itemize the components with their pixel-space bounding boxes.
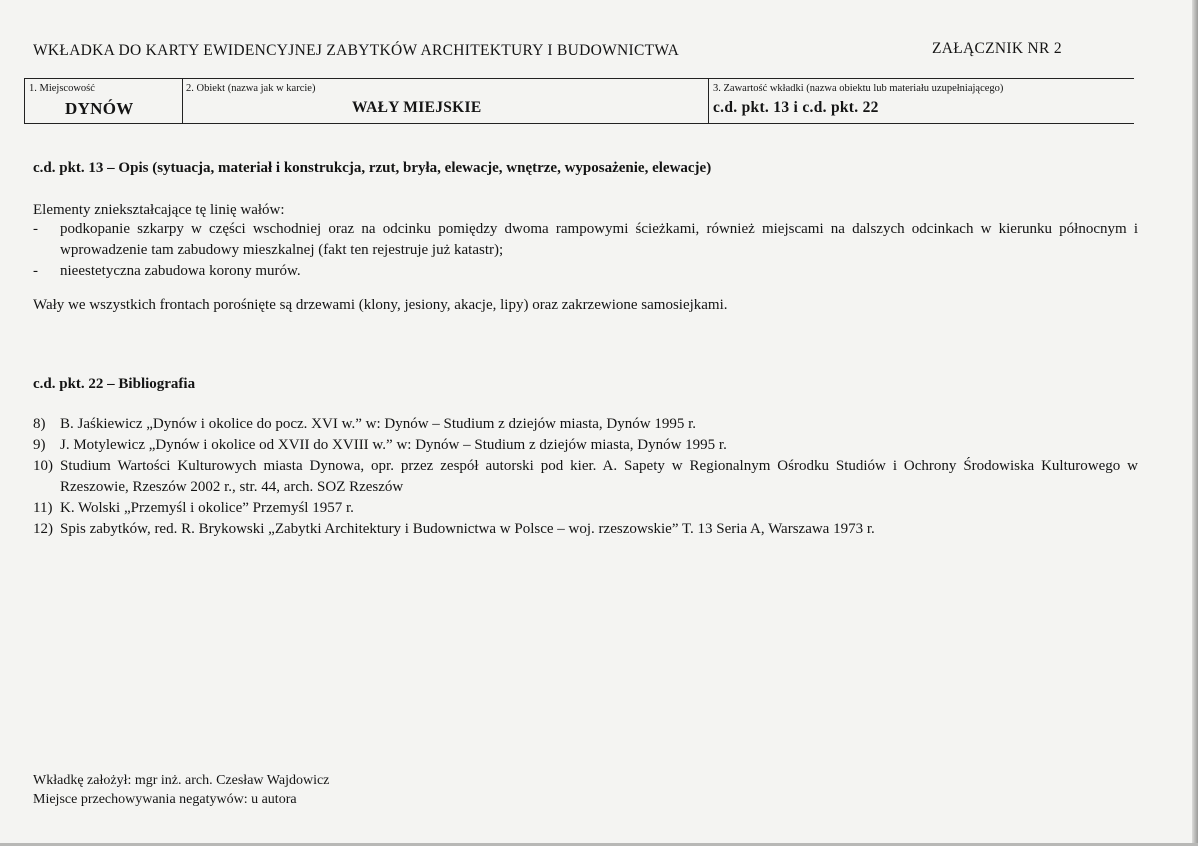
section-22-heading: c.d. pkt. 22 – Bibliografia <box>33 376 196 392</box>
place-label: 1. Miejscowość <box>29 83 95 94</box>
identification-table <box>24 78 1134 124</box>
bibliography-item <box>33 456 1138 498</box>
section-13-heading: c.d. pkt. 13 – Opis (sytuacja, materiał i konstrukcja, rzut, bryła, elewacje, wnętrze, wyposażenie, elewacje) <box>33 160 712 176</box>
list-item <box>33 219 1138 261</box>
item-number: 8) <box>33 416 46 432</box>
list-item-text: nieestetyczna zabudowa korony murów. <box>60 263 301 279</box>
scan-edge-right <box>1192 0 1198 846</box>
contents-cell <box>709 79 1134 123</box>
place-cell <box>24 79 183 123</box>
bullet-dash: - <box>33 263 38 279</box>
list-item <box>33 261 1138 282</box>
object-value: WAŁY MIEJSKIE <box>352 99 482 116</box>
bibliography-item <box>33 435 1138 456</box>
contents-label: 3. Zawartość wkładki (nazwa obiektu lub materiału uzupełniającego) <box>713 83 1004 94</box>
document-title: WKŁADKA DO KARTY EWIDENCYJNEJ ZABYTKÓW ARCHITEKTURY I BUDOWNICTWA <box>33 42 680 59</box>
section-13-closing: Wały we wszystkich frontach porośnięte są drzewami (klony, jesiony, akacje, lipy) oraz zakrzewione samosiejkami. <box>33 297 728 313</box>
distorting-elements-list <box>33 219 1138 282</box>
object-cell <box>182 79 709 123</box>
item-text: Studium Wartości Kulturowych miasta Dynowa, opr. przez zespół autorski pod kier. A. Sapety w Regionalnym Ośrodku Studiów i Ochrony Środowiska Kulturowego w Rzeszowie, Rzeszów 2002 r., str. 44, arch. SOZ Rzeszów <box>60 458 1138 495</box>
bibliography-item <box>33 519 1138 540</box>
place-value: DYNÓW <box>65 99 134 118</box>
bullet-dash: - <box>33 221 38 237</box>
section-13-intro: Elementy zniekształcające tę linię wałów: <box>33 202 285 218</box>
item-number: 9) <box>33 437 46 453</box>
negatives-location-line: Miejsce przechowywania negatywów: u autora <box>33 792 297 807</box>
bibliography-item <box>33 498 1138 519</box>
item-text: Spis zabytków, red. R. Brykowski „Zabytki Architektury i Budownictwa w Polsce – woj. rzeszowskie” T. 13 Seria A, Warszawa 1973 r. <box>60 521 875 537</box>
item-number: 12) <box>33 521 53 537</box>
item-text: K. Wolski „Przemyśl i okolice” Przemyśl 1957 r. <box>60 500 354 516</box>
item-text: J. Motylewicz „Dynów i okolice od XVII do XVIII w.” w: Dynów – Studium z dziejów miasta, Dynów 1995 r. <box>60 437 727 453</box>
item-number: 10) <box>33 458 53 474</box>
attachment-number: ZAŁĄCZNIK NR 2 <box>932 40 1062 57</box>
object-label: 2. Obiekt (nazwa jak w karcie) <box>186 83 316 94</box>
author-line: Wkładkę założył: mgr inż. arch. Czesław Wajdowicz <box>33 773 330 788</box>
item-text: B. Jaśkiewicz „Dynów i okolice do pocz. XVI w.” w: Dynów – Studium z dziejów miasta, Dynów 1995 r. <box>60 416 696 432</box>
bibliography-list <box>33 414 1138 540</box>
bibliography-item <box>33 414 1138 435</box>
item-number: 11) <box>33 500 53 516</box>
list-item-text: podkopanie szkarpy w części wschodniej oraz na odcinku pomiędzy dwoma rampowymi ścieżkami, również miejscami na dalszych odcinkach w kierunku północnym i wprowadzenie tam zabudowy mieszkalnej (fakt ten rejestruje już katastr); <box>60 221 1138 258</box>
contents-value: c.d. pkt. 13 i c.d. pkt. 22 <box>713 99 879 116</box>
